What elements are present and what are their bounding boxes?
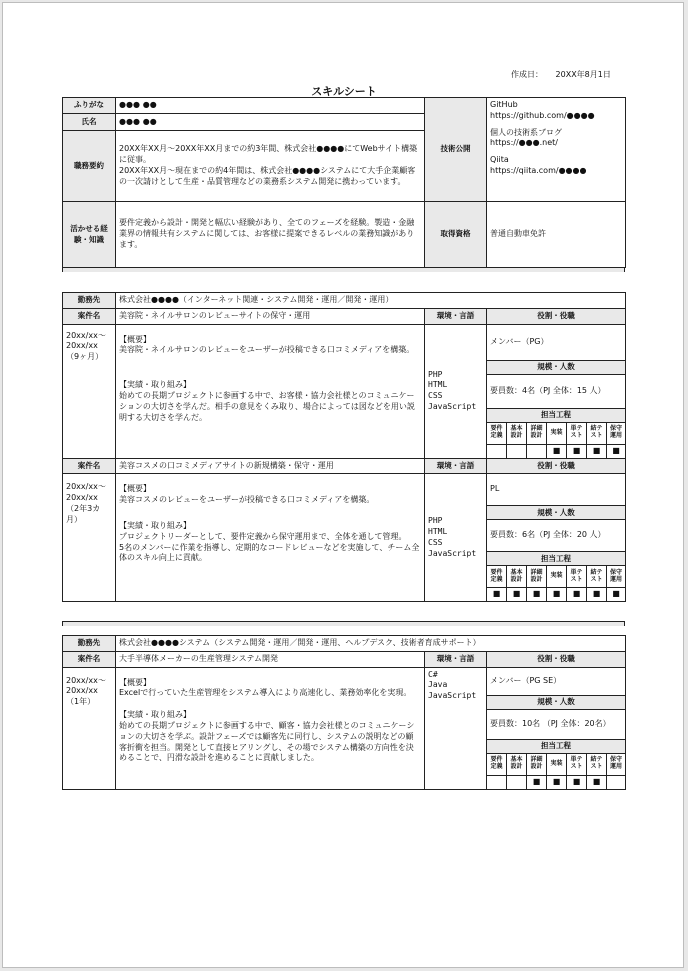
phase-mark [507,444,527,458]
scale-value: 要員数：4名（PJ 全体：15 人） [487,374,626,408]
phase-name: 単テスト [567,422,587,444]
project-title: 大手半導体メーカーの生産管理システム開発 [116,651,425,667]
phase-mark: ■ [547,775,567,789]
section-divider [62,621,625,626]
overview-text: Excelで行っていた生産管理をシステム導入により高速化し、業務効率化を実現。 [119,688,412,698]
project-period: 20xx/xx～ 20xx/xx （1年） [63,667,116,789]
phase-mark: ■ [547,588,567,602]
env-value: C# Java JavaScript [425,667,487,789]
env-value: PHP HTML CSS JavaScript [425,324,487,458]
project-label: 案件名 [63,308,116,324]
section-divider [62,267,625,272]
phase-name: 基本設計 [507,753,527,775]
role-value: メンバー（PG） [487,324,626,360]
phase-mark: ■ [507,588,527,602]
tech-line: Qiita [490,155,509,165]
phase-name: 保守運用 [607,566,626,588]
achieve-heading: 【実績・取り組み】 [119,520,191,530]
phase-name: 保守運用 [607,753,626,775]
phase-label: 担当工程 [487,739,626,753]
project-title: 美容コスメの口コミメディアサイトの新規構築・保守・運用 [116,458,425,474]
achieve-heading: 【実績・取り組み】 [119,380,191,390]
cert-label: 取得資格 [425,202,487,268]
overview-text: 美容コスメのレビューをユーザーが投稿できる口コミメディアを構築。 [119,495,375,505]
phase-mark: ■ [607,444,626,458]
role-label: 役割・役職 [487,458,626,474]
date-label: 作成日： [511,70,543,79]
phase-name: 単テスト [567,566,587,588]
strength-value: 要件定義から設計・開発と幅広い経験があり、全てのフェーズを経験。製造・金融業界の情報共有システムに関しては、お客様に提案できるレベルの業務知識があります。 [116,202,425,268]
phase-name: 詳細設計 [527,566,547,588]
phase-mark: ■ [527,588,547,602]
phase-mark: ■ [587,588,607,602]
phase-mark: ■ [567,444,587,458]
phase-mark: ■ [587,775,607,789]
tech-line: GitHub [490,100,518,109]
phase-mark: ■ [567,588,587,602]
phase-name: 要件定義 [487,753,507,775]
phase-name: 詳細設計 [527,422,547,444]
scale-value: 要員数：10名 （PJ 全体：20名） [487,709,626,739]
phase-name: 結テスト [587,566,607,588]
phase-name: 実装 [547,753,567,775]
overview-heading: 【概要】 [119,334,151,344]
phase-mark: ■ [547,444,567,458]
tech-links [487,98,626,202]
phase-name: 保守運用 [607,422,626,444]
env-label: 環境・言語 [425,458,487,474]
phase-name: 実装 [547,422,567,444]
phase-mark: ■ [587,444,607,458]
phase-mark [607,775,626,789]
phase-name: 結テスト [587,753,607,775]
phase-mark: ■ [607,588,626,602]
env-label: 環境・言語 [425,651,487,667]
company-table [62,635,626,790]
env-label: 環境・言語 [425,308,487,324]
project-period: 20xx/xx～ 20xx/xx （9ヶ月） [63,324,116,458]
phase-name: 要件定義 [487,566,507,588]
strength-label: 活かせる経験・知識 [63,202,116,268]
overview-heading: 【概要】 [119,484,151,494]
role-label: 役割・役職 [487,651,626,667]
company-label: 勤務先 [63,636,116,652]
company-table [62,292,626,602]
scale-value: 要員数：6名（PJ 全体：20 人） [487,520,626,552]
profile-table [62,97,626,268]
tech-line: 個人の技術系ブログ [490,127,562,137]
company-name: 株式会社●●●●（インターネット関連・システム開発・運用／開発・運用） [116,293,626,309]
phase-name: 基本設計 [507,566,527,588]
phase-mark: ■ [567,775,587,789]
overview-heading: 【概要】 [119,677,151,687]
phase-label: 担当工程 [487,408,626,422]
phase-name: 基本設計 [507,422,527,444]
achieve-heading: 【実績・取り組み】 [119,710,191,720]
phase-mark [487,444,507,458]
company-label: 勤務先 [63,293,116,309]
phase-name: 要件定義 [487,422,507,444]
role-label: 役割・役職 [487,308,626,324]
phase-mark: ■ [527,775,547,789]
tech-line[interactable]: https://github.com/●●●● [490,110,595,120]
achieve-text: プロジェクトリーダーとして、要件定義から保守運用まで、全体を通して管理。 5名のメンバーに作業を指導し、定期的なコードレビューなどを実施して、チーム全体のスキル向上に貢献。 [119,531,420,563]
summary-label: 職務要約 [63,131,116,202]
project-detail [116,667,425,789]
tech-line[interactable]: https://●●●.net/ [490,138,558,148]
phase-name: 詳細設計 [527,753,547,775]
phase-label: 担当工程 [487,552,626,566]
name-value: ●●● ●● [116,114,425,131]
phase-name: 実装 [547,566,567,588]
env-value: PHP HTML CSS JavaScript [425,474,487,602]
achieve-text: 始めての長期プロジェクトに参画する中で、お客様・協力会社様とのコミュニケーションの大切さを学んだ。相手の意見をくみ取り、場合によっては図などを用い説明する大切さを学んだ。 [119,390,415,422]
achieve-text: 始めての長期プロジェクトに参画する中で、顧客・協力会社様とのコミュニケーションの大切さを学ぶ。設計フェーズでは顧客先に同行し、システムの説明などの顧客折衝を担当。開発として直接ヒアリングし、その場でシステム構築の方向性を決めることで、円滑な設計を進めることに貢献しました。 [119,720,415,763]
role-value: メンバー（PG SE） [487,667,626,695]
phase-name: 結テスト [587,422,607,444]
tech-line[interactable]: https://qiita.com/●●●● [490,165,587,175]
scale-label: 規模・人数 [487,506,626,520]
date-value: 20XX年8月1日 [555,70,611,79]
overview-text: 美容院・ネイルサロンのレビューをユーザーが投稿できる口コミメディアを構築。 [119,345,415,355]
name-label: 氏名 [63,114,116,131]
phase-mark [527,444,547,458]
furigana-value: ●●● ●● [116,98,425,114]
project-period: 20xx/xx～ 20xx/xx （2年3カ月） [63,474,116,602]
project-label: 案件名 [63,651,116,667]
project-title: 美容院・ネイルサロンのレビューサイトの保守・運用 [116,308,425,324]
furigana-label: ふりがな [63,98,116,114]
tech-label: 技術公開 [425,98,487,202]
scale-label: 規模・人数 [487,695,626,709]
creation-date [511,69,611,80]
phase-mark [487,775,507,789]
company-name: 株式会社●●●●システム（システム開発・運用／開発・運用、ヘルプデスク、技術者育成サポート） [116,636,626,652]
scale-label: 規模・人数 [487,360,626,374]
cert-value: 普通自動車免許 [487,202,626,268]
phase-name: 単テスト [567,753,587,775]
skill-sheet-page [2,2,684,968]
summary-value: 20XX年XX月～20XX年XX月までの約3年間、株式会社●●●●にてWebサイト構築に従事。 20XX年XX月～現在までの約4年間は、株式会社●●●●システムにて大手企業顧客の一次請けとして生産・品質管理などの業務系システム開発に携わっています。 [116,131,425,202]
project-detail [116,324,425,458]
project-detail [116,474,425,602]
role-value: PL [487,474,626,506]
phase-mark [507,775,527,789]
page-title: スキルシート [311,85,377,98]
phase-mark: ■ [487,588,507,602]
project-label: 案件名 [63,458,116,474]
